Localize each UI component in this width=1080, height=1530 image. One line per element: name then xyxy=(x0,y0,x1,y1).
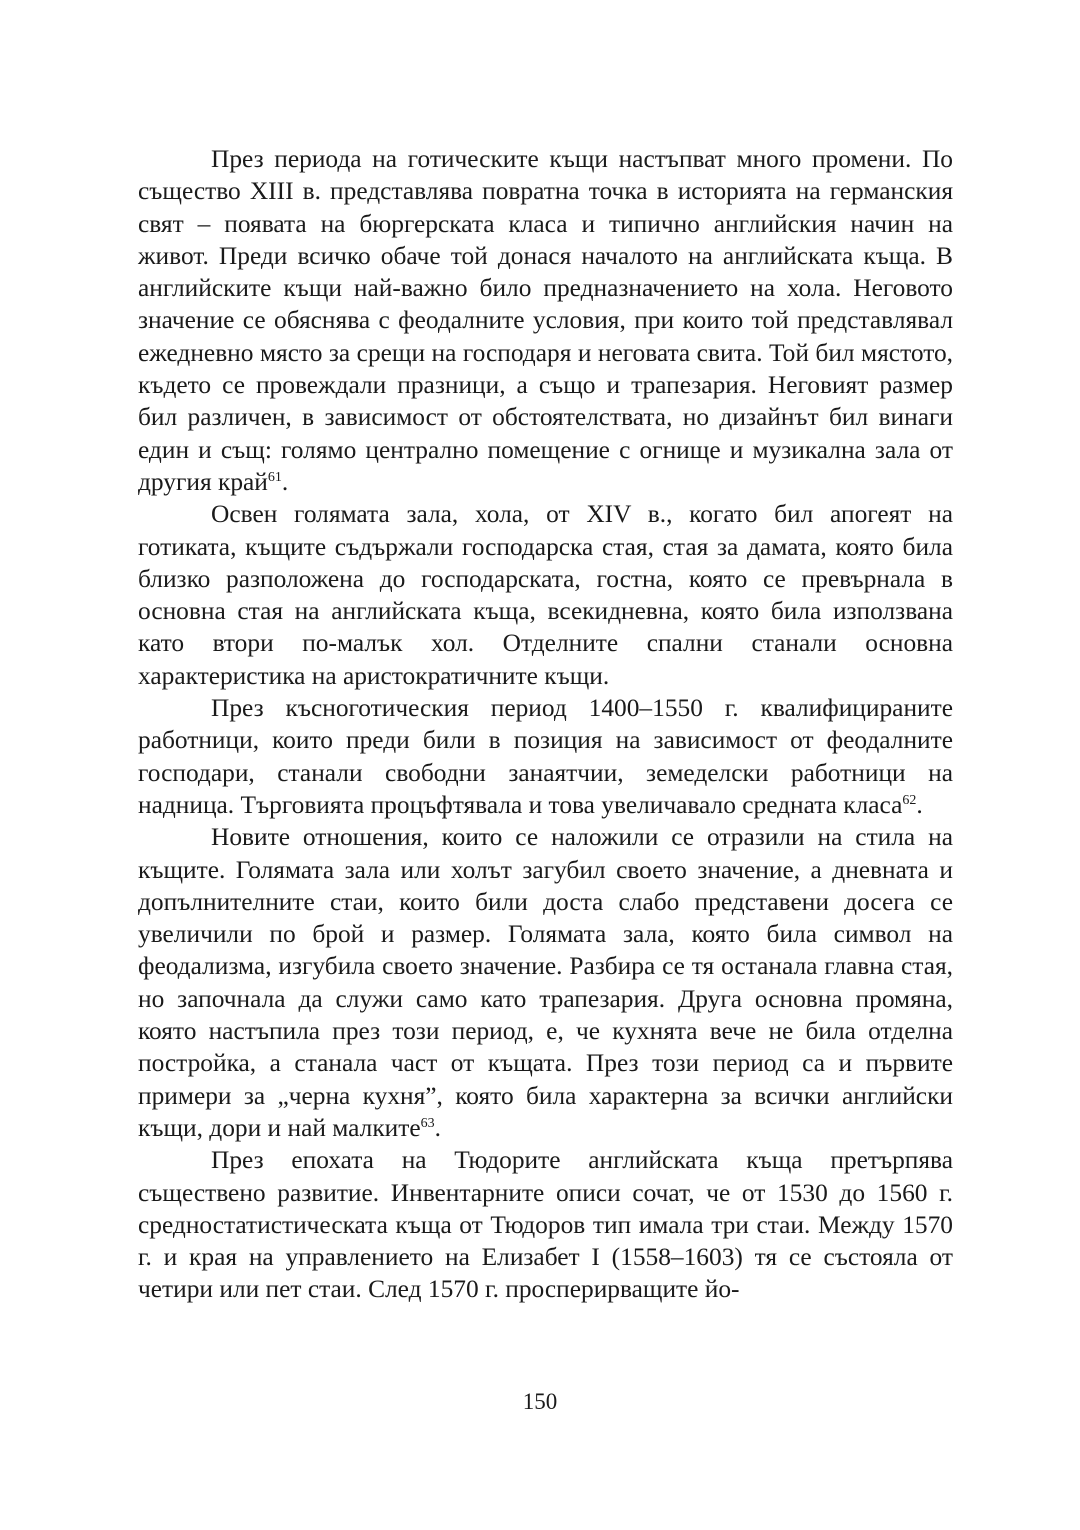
paragraph-end: . xyxy=(434,1113,441,1142)
paragraph-text: През късноготическия период 1400–1550 г. квалифицираните работници, които преди били в позиция на зависимост от феодалните господари, станали свободни занаятчии, земеделски работници на надница. Търговията процъфтявала и това увеличавало средната класа xyxy=(138,694,953,819)
paragraph-4 xyxy=(138,821,953,1144)
paragraph-end: . xyxy=(281,467,289,496)
footnote-marker[interactable]: 63 xyxy=(420,1115,435,1131)
paragraph-text: През епохата на Тюдорите английската къща претърпява съществено развитие. Инвентарните описи сочат, че от 1530 до 1560 г. средностатистическата къща от Тюдоров тип имала три стаи. Между 1570 г. и края на управлението на Елизабет I (1558–1603) тя се състояла от четири или пет стаи. След 1570 г. просперирващите йо- xyxy=(138,1146,953,1304)
paragraph-2 xyxy=(138,498,953,692)
paragraph-end: . xyxy=(916,790,923,819)
paragraph-1 xyxy=(138,143,953,498)
paragraph-3 xyxy=(138,692,953,821)
footnote-marker[interactable]: 62 xyxy=(902,792,917,808)
page-number: 150 xyxy=(522,1389,558,1414)
paragraph-5 xyxy=(138,1144,953,1305)
paragraph-text: През периода на готическите къщи настъпват много промени. По същество XIII в. представлява повратна точка в историята на германския свят – появата на бюргерската класа и типично английския начин на живот. Преди всичко обаче той донася началото на английската къща. В английските къщи най-важно било предназначението на хола. Неговото значение се обяснява с феодалните условия, при които той представлявал ежедневно място за срещи на господаря и неговата свита. Той бил мястото, където се провеждали празници, а също и трапезария. Неговият размер бил различен, в зависимост от обстоятелствата, но дизайнът бил винаги един и същ: голямо централно помещение с огнище и музикална зала от другия край xyxy=(138,145,953,496)
page-body xyxy=(138,143,953,1306)
paragraph-text: Новите отношения, които се наложили се отразили на стила на къщите. Голямата зала или холът загубил своето значение, а дневната и допълнителните стаи, които били доста слабо представени досега се увеличили по брой и размер. Голямата зала, която била символ на феодализма, изгубила своето значение. Разбира се тя останала главна стая, но започнала да служи само като трапезария. Друга основна промяна, която настъпила през този период, е, че кухнята вече не била отделна постройка, а станала част от къщата. През този период са и първите примери за „черна кухня”, която била характерна за всички английски къщи, дори и най малките xyxy=(138,823,953,1142)
paragraph-text: Освен голямата зала, хола, от XIV в., когато бил апогеят на готиката, къщите съдържали господарска стая, стая за дамата, която била близко разположена до господарската, гостна, която се превърнала в основна стая на английската къща, всекидневна, която била използвана като втори по-малък хол. Отделните спални станали основна характеристика на аристократичните къщи. xyxy=(138,500,953,690)
footnote-marker[interactable]: 61 xyxy=(267,469,282,485)
